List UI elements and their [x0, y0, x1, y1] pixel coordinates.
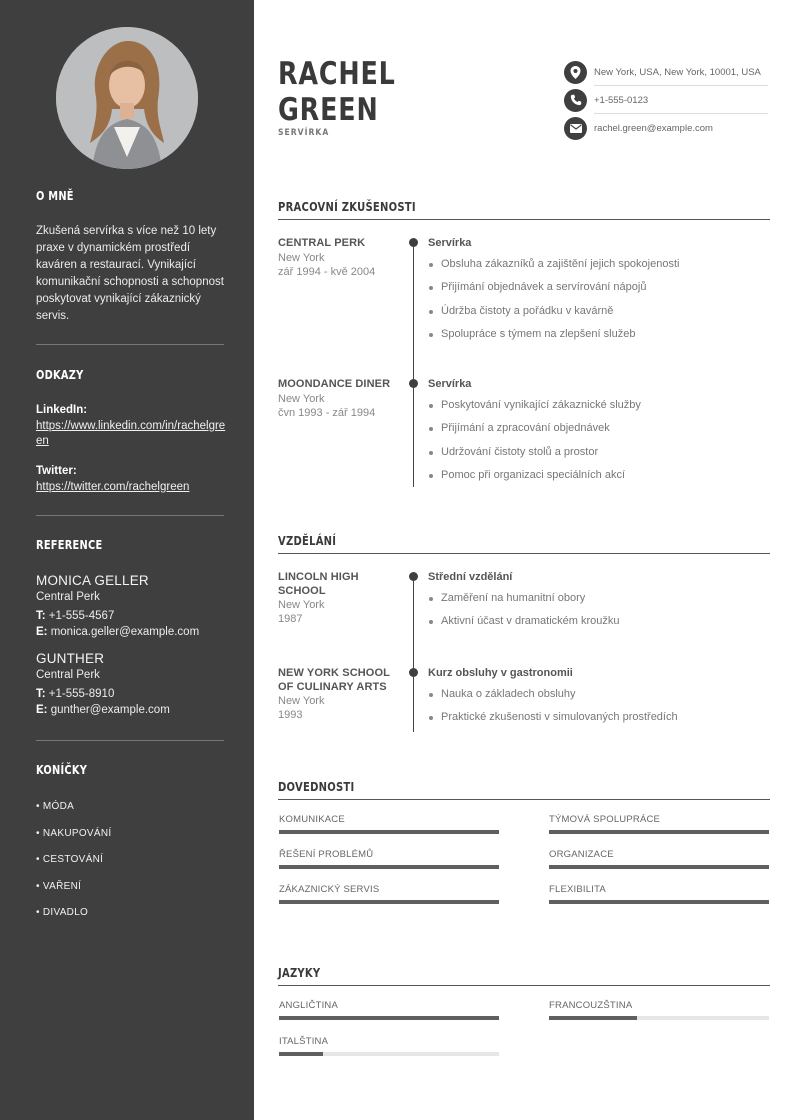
employment-dates: zář 1994 - kvě 2004: [278, 265, 376, 278]
hobby-item: • VAŘENÍ: [36, 880, 82, 892]
skill-item: [549, 884, 769, 904]
language-name: ITALŠTINA: [279, 1036, 329, 1047]
timeline-dot: [409, 668, 418, 677]
hobbies-list: [36, 798, 228, 931]
reference-item: [36, 650, 228, 718]
twitter-label: Twitter:: [36, 465, 77, 477]
employer-name: MOONDANCE DINER: [278, 378, 391, 390]
skill-item: [279, 884, 499, 904]
employer-location: New York: [278, 251, 325, 264]
reference-email: E: monica.geller@example.com: [36, 626, 200, 638]
section-divider: [278, 985, 770, 986]
experience-item-meta: [278, 237, 398, 279]
envelope-icon: [564, 117, 587, 140]
hobby-item: • MÓDA: [36, 801, 75, 812]
language-item: [549, 1000, 769, 1020]
language-item: [279, 1000, 499, 1020]
profile-photo: [56, 27, 198, 169]
duty-item: Pomoc při organizaci speciálních akcí: [428, 469, 768, 492]
duty-item: Přijímání objednávek a servírování nápojů: [428, 281, 768, 304]
language-name: FRANCOUZŠTINA: [549, 1000, 633, 1011]
location-icon: [564, 61, 587, 84]
reference-phone: T: +1-555-4567: [36, 610, 115, 622]
school-name: NEW YORK SCHOOL OF CULINARY ARTS: [278, 667, 390, 693]
education-timeline: [413, 576, 414, 732]
duty-item: Obsluha zákazníků a zajištění jejich spokojenosti: [428, 258, 768, 281]
skill-item: [549, 814, 769, 834]
education-item-meta: [278, 571, 398, 626]
skill-bar: [279, 865, 499, 869]
skill-bar: [549, 865, 769, 869]
hobbies-heading: KONÍČKY: [36, 763, 88, 777]
experience-heading: PRACOVNÍ ZKUŠENOSTI: [278, 199, 416, 214]
hobby-item: • DIVADLO: [36, 907, 89, 918]
links-heading: ODKAZY: [36, 368, 84, 382]
reference-email: E: gunther@example.com: [36, 704, 170, 716]
language-name: ANGLIČTINA: [279, 1000, 339, 1011]
hobby-item: • NAKUPOVÁNÍ: [36, 827, 112, 839]
education-item-details: [428, 571, 768, 639]
languages-heading: JAZYKY: [278, 965, 321, 980]
education-detail: Zaměření na humanitní obory: [428, 592, 768, 615]
sidebar-divider: [36, 740, 224, 741]
reference-item: [36, 572, 228, 640]
job-role: Servírka: [428, 237, 472, 249]
duty-item: Spolupráce s týmem na zlepšení služeb: [428, 328, 768, 351]
duty-item: Přijímání a zpracování objednávek: [428, 422, 768, 445]
language-bar: [279, 1016, 499, 1020]
skill-item: [279, 814, 499, 834]
skill-name: TÝMOVÁ SPOLUPRÁCE: [549, 814, 661, 825]
skill-bar: [279, 900, 499, 904]
contact-phone: +1-555-0123: [564, 86, 768, 114]
employer-location: New York: [278, 392, 325, 405]
school-location: New York: [278, 599, 325, 611]
reference-phone: T: +1-555-8910: [36, 688, 115, 700]
experience-item-meta: [278, 378, 398, 420]
timeline-dot: [409, 238, 418, 247]
reference-name: GUNTHER: [36, 651, 105, 666]
phone-icon: [564, 89, 587, 112]
degree: Kurz obsluhy v gastronomii: [428, 667, 573, 679]
reference-heading: REFERENCE: [36, 538, 103, 552]
skill-bar: [549, 830, 769, 834]
avatar: [56, 27, 198, 169]
school-year: 1993: [278, 709, 303, 721]
language-item: [279, 1036, 499, 1056]
link-linkedin: [36, 402, 228, 449]
language-bar: [279, 1052, 499, 1056]
skill-item: [549, 849, 769, 869]
about-text: Zkušená servírka s více než 10 lety praxe v dynamickém prostředí kaváren a restaurací. Vynikající komunikační schopnosti a schopnost poskytovat vynikající zákaznický servis.: [36, 225, 224, 322]
skill-bar: [549, 900, 769, 904]
skill-name: FLEXIBILITA: [549, 884, 606, 895]
education-heading: VZDĚLÁNÍ: [278, 533, 337, 548]
candidate-name: RACHEL GREEN: [278, 56, 396, 128]
skill-name: ŘEŠENÍ PROBLÉMŮ: [279, 849, 374, 860]
experience-item-details: [428, 237, 768, 351]
skill-name: ZÁKAZNICKÝ SERVIS: [279, 884, 380, 895]
skill-name: ORGANIZACE: [549, 849, 614, 860]
sidebar: [0, 0, 254, 1120]
linkedin-label: LinkedIn:: [36, 404, 88, 416]
language-bar: [549, 1016, 769, 1020]
experience-timeline: [413, 242, 414, 487]
timeline-dot: [409, 572, 418, 581]
education-item-details: [428, 667, 768, 735]
school-location: New York: [278, 695, 325, 707]
reference-company: Central Perk: [36, 669, 100, 681]
reference-name: MONICA GELLER: [36, 573, 149, 588]
timeline-dot: [409, 379, 418, 388]
education-item-meta: [278, 667, 398, 722]
contact-email: rachel.green@example.com: [564, 114, 768, 142]
reference-company: Central Perk: [36, 591, 100, 603]
sidebar-divider: [36, 344, 224, 345]
job-role: Servírka: [428, 378, 472, 390]
degree: Střední vzdělání: [428, 571, 513, 583]
hobby-item: • CESTOVÁNÍ: [36, 854, 104, 865]
linkedin-url[interactable]: https://www.linkedin.com/in/rachelgreen: [36, 420, 226, 447]
employment-dates: čvn 1993 - zář 1994: [278, 406, 376, 419]
skill-bar: [279, 830, 499, 834]
skill-name: KOMUNIKACE: [279, 814, 345, 825]
skills-heading: DOVEDNOSTI: [278, 779, 355, 794]
education-detail: Nauka o základech obsluhy: [428, 688, 768, 711]
education-detail: Praktické zkušenosti v simulovaných prostředích: [428, 711, 768, 734]
employer-name: CENTRAL PERK: [278, 237, 366, 249]
experience-item-details: [428, 378, 768, 492]
contact-address: New York, USA, New York, 10001, USA: [564, 58, 768, 86]
duty-item: Udržování čistoty stolů a prostor: [428, 446, 768, 469]
school-name: LINCOLN HIGH SCHOOL: [278, 571, 359, 597]
school-year: 1987: [278, 613, 303, 625]
link-twitter: [36, 463, 228, 495]
duty-item: Údržba čistoty a pořádku v kavárně: [428, 305, 768, 328]
education-detail: Aktivní účast v dramatickém kroužku: [428, 615, 768, 638]
section-divider: [278, 219, 770, 220]
section-divider: [278, 553, 770, 554]
section-divider: [278, 799, 770, 800]
skill-item: [279, 849, 499, 869]
duty-item: Poskytování vynikající zákaznické služby: [428, 399, 768, 422]
job-title: SERVÍRKA: [278, 128, 330, 138]
sidebar-divider: [36, 515, 224, 516]
about-heading: O MNĚ: [36, 189, 74, 203]
twitter-url[interactable]: https://twitter.com/rachelgreen: [36, 481, 190, 493]
